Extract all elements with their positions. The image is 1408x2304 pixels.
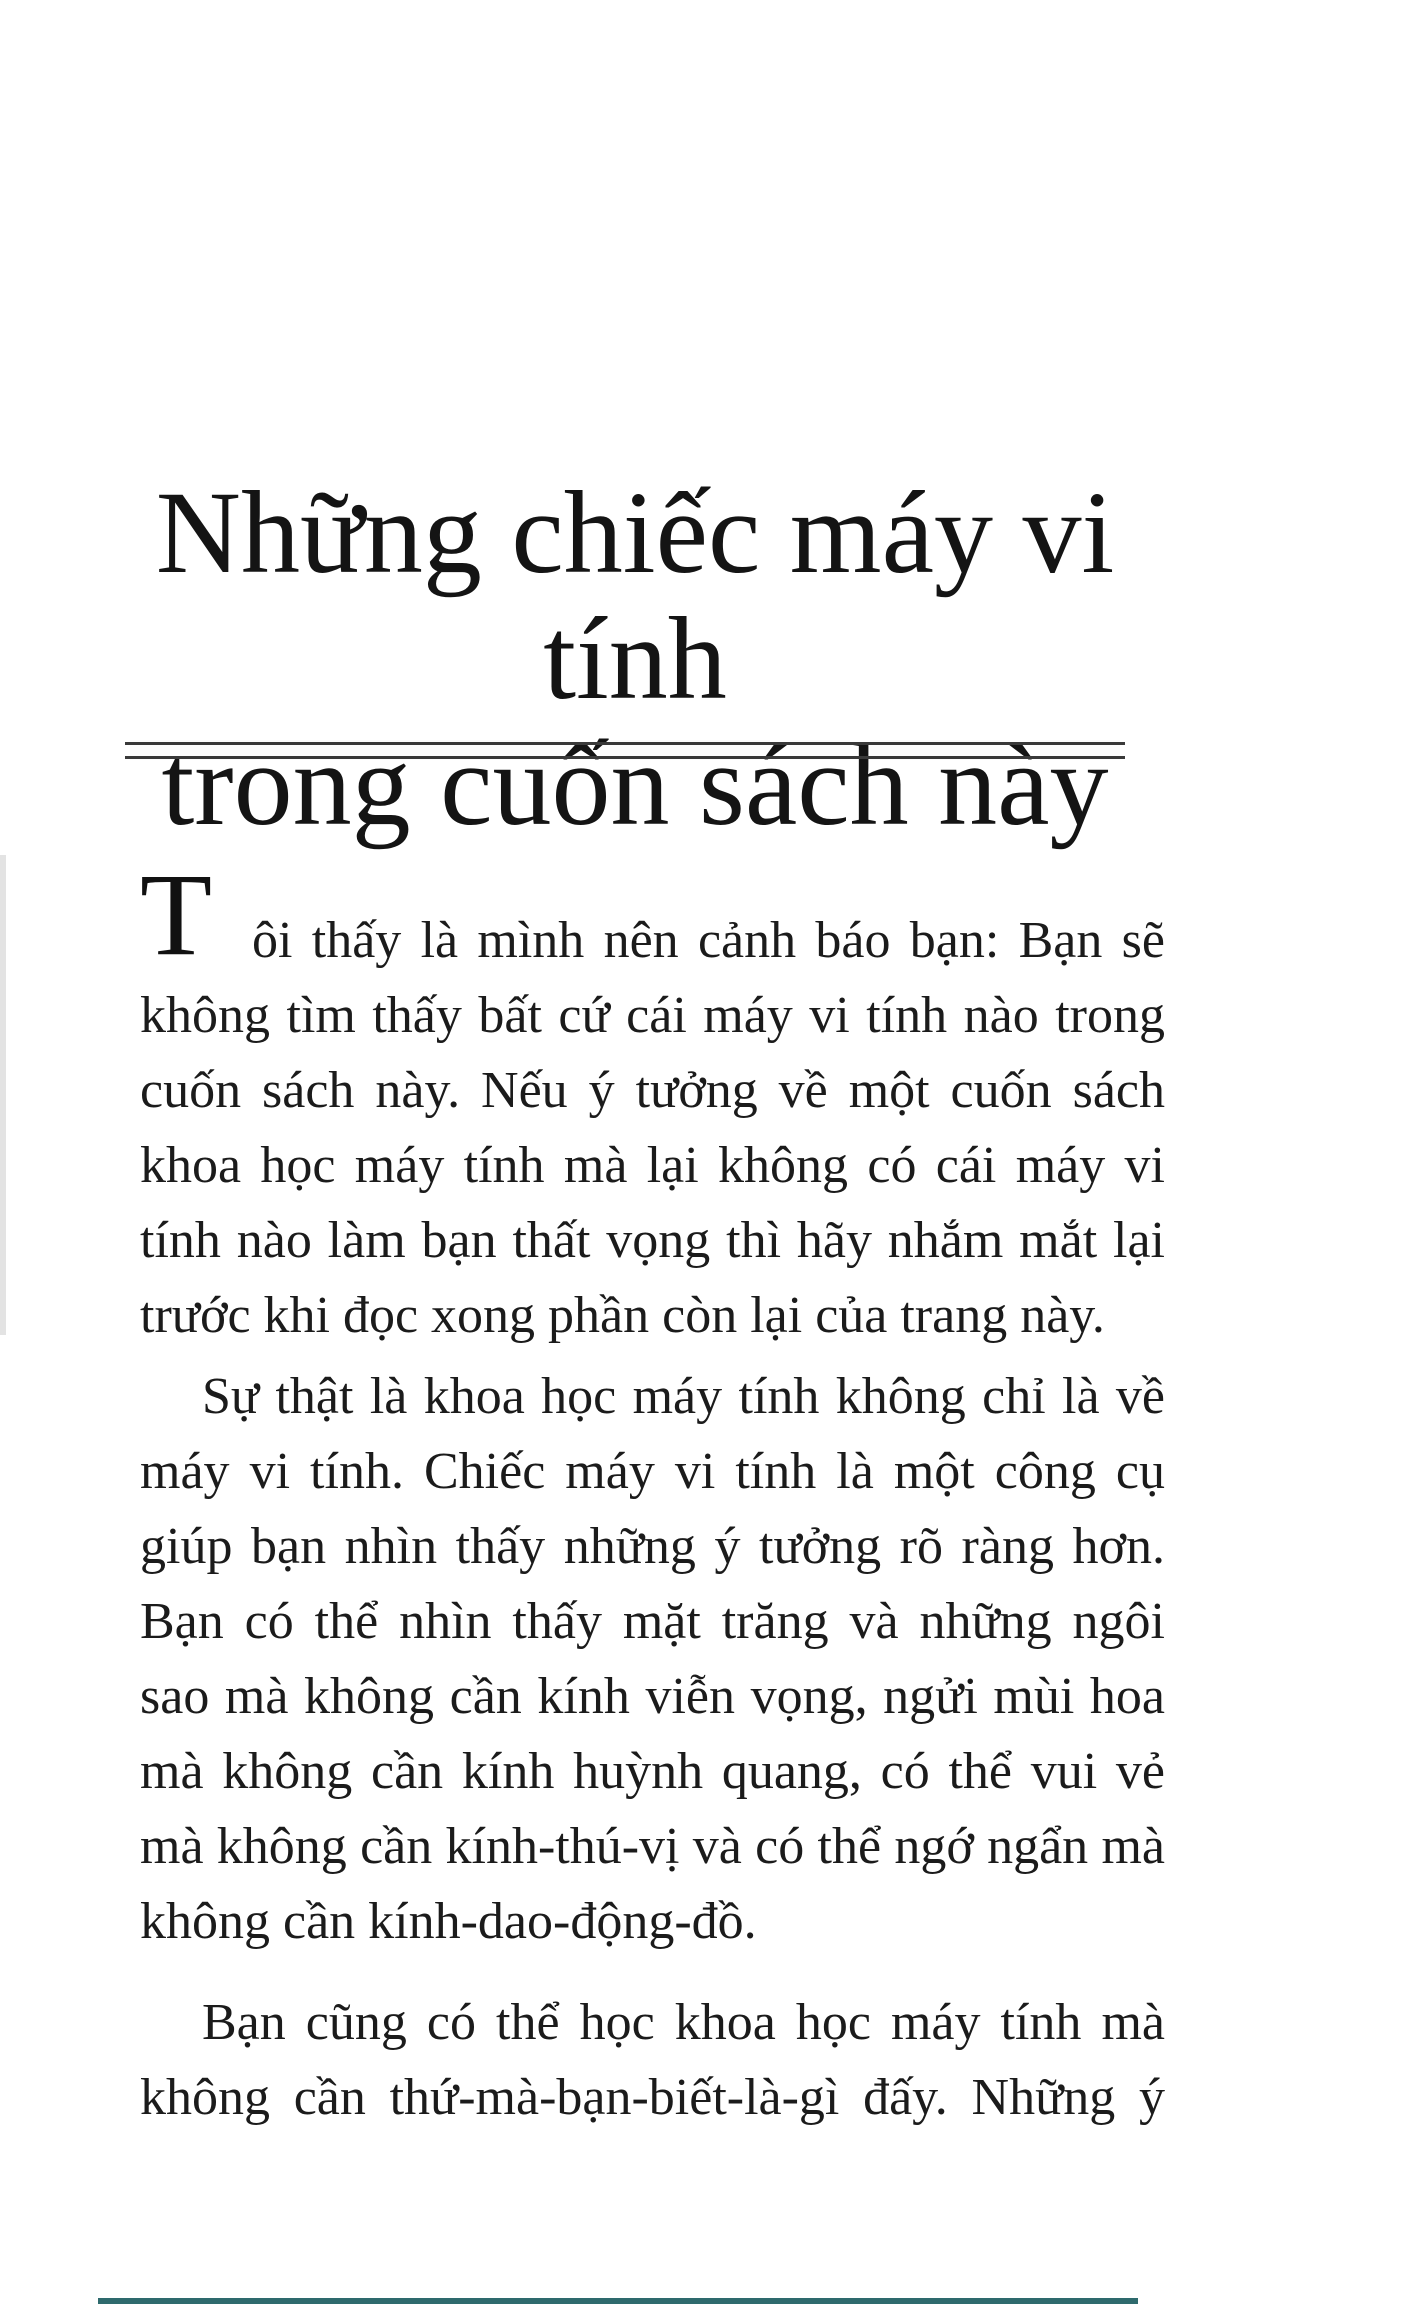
text-line: mà không cần kính-thú-vị và có thể ngớ ngẩn mà bbox=[140, 1818, 1165, 1875]
text-line: máy vi tính. Chiếc máy vi tính là một công cụ bbox=[140, 1443, 1165, 1500]
text-line: mà không cần kính huỳnh quang, có thể vui vẻ bbox=[140, 1743, 1165, 1800]
chapter-title-line-1: Những chiếc máy vi tính bbox=[155, 467, 1115, 724]
text-line: sao mà không cần kính viễn vọng, ngửi mùi hoa bbox=[140, 1668, 1165, 1725]
title-divider-double-rule bbox=[125, 742, 1125, 759]
text-line: Bạn có thể nhìn thấy mặt trăng và những ngôi bbox=[140, 1593, 1165, 1650]
text-line: Bạn cũng có thể học khoa học máy tính mà bbox=[202, 1994, 1165, 2051]
text-line: khoa học máy tính mà lại không có cái máy vi bbox=[140, 1137, 1165, 1194]
paragraph bbox=[140, 1359, 1165, 1959]
text-line: không cần thứ-mà-bạn-biết-là-gì đấy. Những ý bbox=[140, 2069, 1165, 2126]
bottom-edge-scan-strip bbox=[98, 2298, 1138, 2304]
text-line: không tìm thấy bất cứ cái máy vi tính nào trong bbox=[140, 987, 1165, 1044]
body-text bbox=[140, 849, 1165, 2135]
drop-cap-initial: T bbox=[140, 849, 213, 980]
text-line: trước khi đọc xong phần còn lại của trang này. bbox=[140, 1287, 1105, 1344]
paragraph bbox=[140, 903, 1165, 1353]
chapter-title bbox=[115, 467, 1155, 850]
text-line: tính nào làm bạn thất vọng thì hãy nhắm mắt lại bbox=[140, 1212, 1165, 1269]
text-line: Sự thật là khoa học máy tính không chỉ là về bbox=[202, 1368, 1165, 1425]
text-line: không cần kính-dao-động-đồ. bbox=[140, 1893, 757, 1950]
chapter-title-line-2: trong cuốn sách này bbox=[161, 719, 1109, 850]
text-line: giúp bạn nhìn thấy những ý tưởng rõ ràng hơn. bbox=[140, 1518, 1165, 1575]
text-line: ôi thấy là mình nên cảnh báo bạn: Bạn sẽ bbox=[252, 912, 1165, 969]
text-line: cuốn sách này. Nếu ý tưởng về một cuốn sách bbox=[140, 1062, 1165, 1119]
scan-edge-artifact bbox=[0, 855, 6, 1335]
paragraph bbox=[140, 1985, 1165, 2135]
